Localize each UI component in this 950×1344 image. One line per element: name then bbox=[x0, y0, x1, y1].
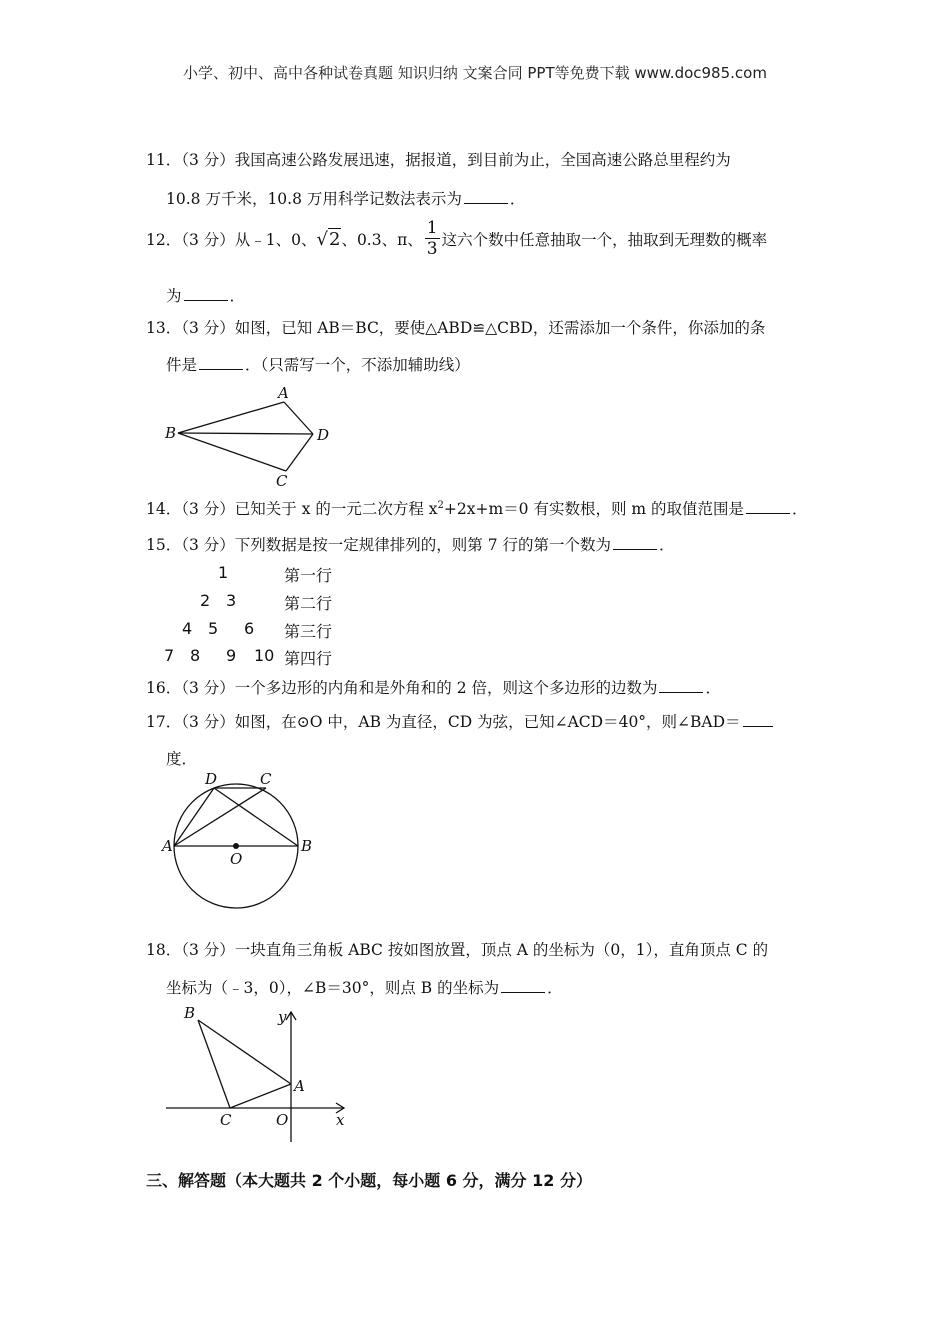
q13-line1: 13．（3 分）如图，已知 AB＝BC，要使△ABD≌△CBD，还需添加一个条件，你添加的条 bbox=[146, 319, 766, 337]
fraction-denominator: 3 bbox=[426, 239, 438, 259]
q13-line2 bbox=[166, 353, 470, 375]
q17-line2: 度． bbox=[166, 750, 198, 768]
row-label: 第一行 bbox=[284, 566, 333, 585]
period: ． bbox=[705, 679, 721, 697]
q12-text-mid: 、0.3、π、 bbox=[341, 231, 423, 249]
answer-blank bbox=[501, 980, 545, 993]
answer-blank bbox=[743, 714, 773, 727]
q13-kite-figure bbox=[160, 382, 340, 492]
page-header: 小学、初中、高中各种试卷真题 知识归纳 文案合同 PPT等免费下载 www.doc985.com bbox=[183, 64, 767, 82]
label-O: O bbox=[230, 850, 243, 868]
q12-line1 bbox=[146, 218, 768, 260]
pattern-number: 4 bbox=[182, 619, 193, 638]
period: ． bbox=[509, 190, 526, 208]
label-B: B bbox=[184, 1004, 196, 1022]
fraction bbox=[425, 220, 440, 258]
label-C: C bbox=[276, 472, 288, 490]
q14-text-pre: 14．（3 分）已知关于 x 的一元二次方程 x bbox=[146, 500, 438, 518]
pattern-number: 5 bbox=[208, 619, 219, 638]
row-label: 第四行 bbox=[284, 649, 333, 668]
center-point bbox=[233, 843, 239, 849]
pattern-number: 7 bbox=[164, 646, 175, 665]
q14-line bbox=[146, 497, 808, 519]
axis-x-label: x bbox=[336, 1111, 345, 1129]
pattern-number: 3 bbox=[226, 591, 237, 610]
answer-blank bbox=[184, 288, 228, 301]
q15-line bbox=[146, 533, 675, 555]
row-label: 第三行 bbox=[284, 622, 333, 641]
q16-text: 16．（3 分）一个多边形的内角和是外角和的 2 倍，则这个多边形的边数为 bbox=[146, 679, 658, 697]
pattern-number: 9 bbox=[226, 646, 237, 665]
q11-line2-text: 10.8 万千米，10.8 万用科学记数法表示为 bbox=[166, 190, 462, 208]
superscript: 2 bbox=[437, 499, 444, 511]
pattern-number: 6 bbox=[244, 619, 255, 638]
label-B: B bbox=[301, 837, 313, 855]
q13-line2-pre: 件是 bbox=[166, 356, 198, 374]
q11-line2 bbox=[166, 187, 525, 209]
q12-line2 bbox=[166, 284, 245, 306]
answer-blank bbox=[199, 357, 243, 370]
answer-blank bbox=[746, 501, 790, 514]
answer-blank bbox=[659, 680, 703, 693]
period: ． bbox=[658, 536, 675, 554]
q18-line1: 18．（3 分）一块直角三角板 ABC 按如图放置，顶点 A 的坐标为（0，1），直角顶点 C 的 bbox=[146, 941, 769, 959]
q11-line1: 11．（3 分）我国高速公路发展迅速，据报道，到目前为止，全国高速公路总里程约为 bbox=[146, 151, 731, 169]
pattern-number: 1 bbox=[218, 563, 229, 582]
period: ． bbox=[547, 979, 563, 997]
q17-circle-figure bbox=[160, 772, 320, 914]
q12-text-post: 这六个数中任意抽取一个，抽取到无理数的概率 bbox=[441, 231, 768, 249]
period: ． bbox=[229, 287, 246, 305]
q16-line bbox=[146, 676, 721, 698]
q12-text-pre: 12．（3 分）从﹣1、0、 bbox=[146, 231, 317, 249]
fraction-numerator: 1 bbox=[426, 218, 438, 238]
q15-text: 15．（3 分）下列数据是按一定规律排列的，则第 7 行的第一个数为 bbox=[146, 536, 611, 554]
q17-text: 17．（3 分）如图，在⊙O 中，AB 为直径，CD 为弦，已知∠ACD＝40°，则∠BAD＝ bbox=[146, 713, 741, 731]
label-C: C bbox=[220, 1111, 232, 1129]
pattern-number: 10 bbox=[254, 646, 275, 665]
q17-line1 bbox=[146, 710, 775, 732]
answer-blank bbox=[464, 191, 508, 204]
answer-blank bbox=[613, 537, 657, 550]
q14-text-post: +2x+m＝0 有实数根，则 m 的取值范围是 bbox=[443, 500, 745, 518]
sqrt-radicand: 2 bbox=[328, 229, 341, 250]
label-A: A bbox=[294, 1077, 305, 1095]
pattern-number: 2 bbox=[200, 591, 211, 610]
label-B: B bbox=[165, 424, 177, 442]
row-label: 第二行 bbox=[284, 594, 333, 613]
pattern-number: 8 bbox=[190, 646, 201, 665]
section-heading: 三、解答题（本大题共 2 个小题，每小题 6 分，满分 12 分） bbox=[146, 1171, 592, 1190]
axis-y-label: y bbox=[278, 1008, 287, 1026]
q18-line2 bbox=[166, 976, 563, 998]
label-D: D bbox=[317, 426, 330, 444]
period: ． bbox=[792, 500, 808, 518]
q13-line2-post: ．（只需写一个，不添加辅助线） bbox=[245, 356, 470, 374]
number-pattern bbox=[160, 560, 360, 672]
label-A: A bbox=[162, 837, 173, 855]
label-C: C bbox=[260, 772, 272, 788]
q18-coordinate-figure bbox=[160, 1004, 360, 1146]
sqrt-expression: √2 bbox=[316, 229, 341, 250]
label-D: D bbox=[205, 772, 218, 788]
label-A: A bbox=[278, 384, 289, 402]
label-O: O bbox=[276, 1111, 289, 1129]
q18-text: 坐标为（﹣3，0），∠B＝30°，则点 B 的坐标为 bbox=[166, 979, 500, 997]
q12-line2-text: 为 bbox=[166, 287, 182, 305]
